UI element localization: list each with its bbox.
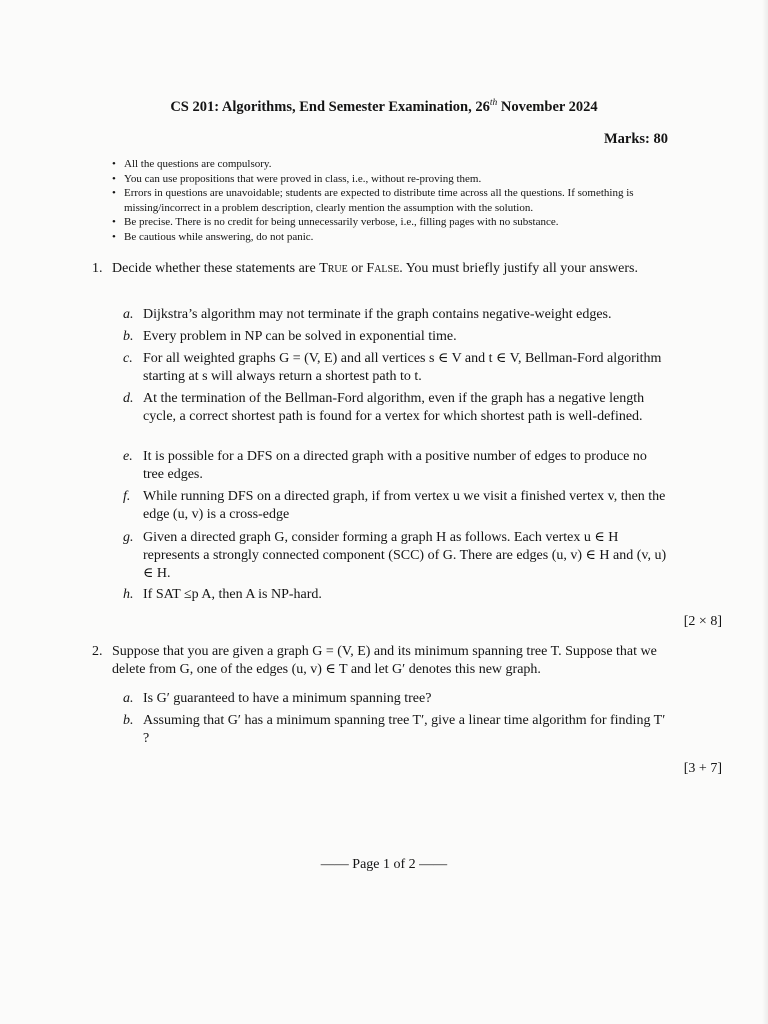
instruction-item: • Be precise. There is no credit for being unnecessarily verbose, i.e., filling pages with no substance. bbox=[112, 215, 672, 230]
part-label: e. bbox=[123, 449, 133, 464]
question-1-part-b bbox=[123, 328, 668, 346]
question-1-part-e bbox=[123, 448, 668, 484]
total-marks: Marks: 80 bbox=[603, 131, 668, 147]
part-text: At the termination of the Bellman-Ford algorithm, even if the graph has a negative length cycle, a correct shortest path is found for a vertex for which shortest path is well-defined. bbox=[143, 391, 645, 424]
question-number: 1. bbox=[92, 261, 103, 276]
part-text: Is G′ guaranteed to have a minimum spanning tree? bbox=[143, 691, 432, 706]
part-text: For all weighted graphs G = (V, E) and all vertices s ∈ V and t ∈ V, Bellman-Ford algorithm starting at s will always return a shortest path to t. bbox=[143, 351, 662, 384]
exam-title-suffix: November 2024 bbox=[497, 98, 598, 115]
question-2-part-a bbox=[123, 690, 668, 708]
instruction-item: • You can use propositions that were proved in class, i.e., without re-proving them. bbox=[112, 172, 672, 187]
part-label: f. bbox=[123, 489, 131, 504]
part-label: a. bbox=[123, 307, 134, 322]
part-text: It is possible for a DFS on a directed graph with a positive number of edges to produce no tree edges. bbox=[143, 449, 647, 482]
exam-title bbox=[0, 98, 768, 116]
question-1-score: [2 × 8] bbox=[683, 614, 722, 629]
question-1-part-h bbox=[123, 586, 668, 604]
instruction-item: • Be cautious while answering, do not panic. bbox=[112, 230, 672, 245]
page-footer: —— Page 1 of 2 —— bbox=[320, 857, 448, 872]
exam-title-superscript: th bbox=[489, 98, 498, 108]
part-label: b. bbox=[123, 713, 134, 728]
question-2-part-b bbox=[123, 712, 668, 748]
part-label: a. bbox=[123, 691, 134, 706]
question-1-text-or: or bbox=[347, 261, 367, 276]
part-text: Given a directed graph G, consider forming a graph H as follows. Each vertex u ∈ H represents a strongly connected component (SCC) of G. There are edges (u, v) ∈ H and (v, u) ∈ H. bbox=[143, 530, 667, 581]
part-label: d. bbox=[123, 391, 134, 406]
false-keyword: False bbox=[366, 261, 400, 276]
question-1 bbox=[92, 260, 672, 278]
question-1-part-a bbox=[123, 306, 668, 324]
part-text: Assuming that G′ has a minimum spanning tree T′, give a linear time algorithm for finding T′ ? bbox=[143, 713, 666, 746]
question-2-text: Suppose that you are given a graph G = (V, E) and its minimum spanning tree T. Suppose that we delete from G, one of the edges (u, v) ∈ T and let G′ denotes this new graph. bbox=[112, 644, 657, 677]
instruction-item: • Errors in questions are unavoidable; students are expected to distribute time across all the questions. If something is missing/incorrect in a problem description, clearly mention the assumption with the solution. bbox=[112, 186, 672, 215]
question-1-text-start: Decide whether these statements are bbox=[112, 261, 320, 276]
question-1-text bbox=[112, 260, 672, 278]
part-text: If SAT ≤p A, then A is NP-hard. bbox=[143, 587, 322, 602]
question-1-part-f bbox=[123, 488, 668, 524]
question-1-part-c bbox=[123, 350, 668, 386]
part-text: Every problem in NP can be solved in exponential time. bbox=[143, 329, 457, 344]
instruction-item: • All the questions are compulsory. bbox=[112, 157, 672, 172]
question-1-part-d bbox=[123, 390, 668, 426]
question-2 bbox=[92, 643, 672, 679]
part-label: g. bbox=[123, 530, 134, 545]
part-label: b. bbox=[123, 329, 134, 344]
true-keyword: True bbox=[319, 261, 348, 276]
part-text: While running DFS on a directed graph, if from vertex u we visit a finished vertex v, then the edge (u, v) is a cross-edge bbox=[143, 489, 666, 522]
question-number: 2. bbox=[92, 644, 103, 659]
part-label: h. bbox=[123, 587, 134, 602]
question-1-part-g bbox=[123, 529, 668, 583]
question-2-score: [3 + 7] bbox=[683, 761, 722, 776]
part-label: c. bbox=[123, 351, 133, 366]
question-1-text-end: . You must briefly justify all your answers. bbox=[399, 261, 638, 276]
part-text: Dijkstra’s algorithm may not terminate if the graph contains negative-weight edges. bbox=[143, 307, 612, 322]
exam-title-prefix: CS 201: Algorithms, End Semester Examination, 26 bbox=[170, 98, 490, 115]
instructions-list bbox=[112, 157, 672, 245]
